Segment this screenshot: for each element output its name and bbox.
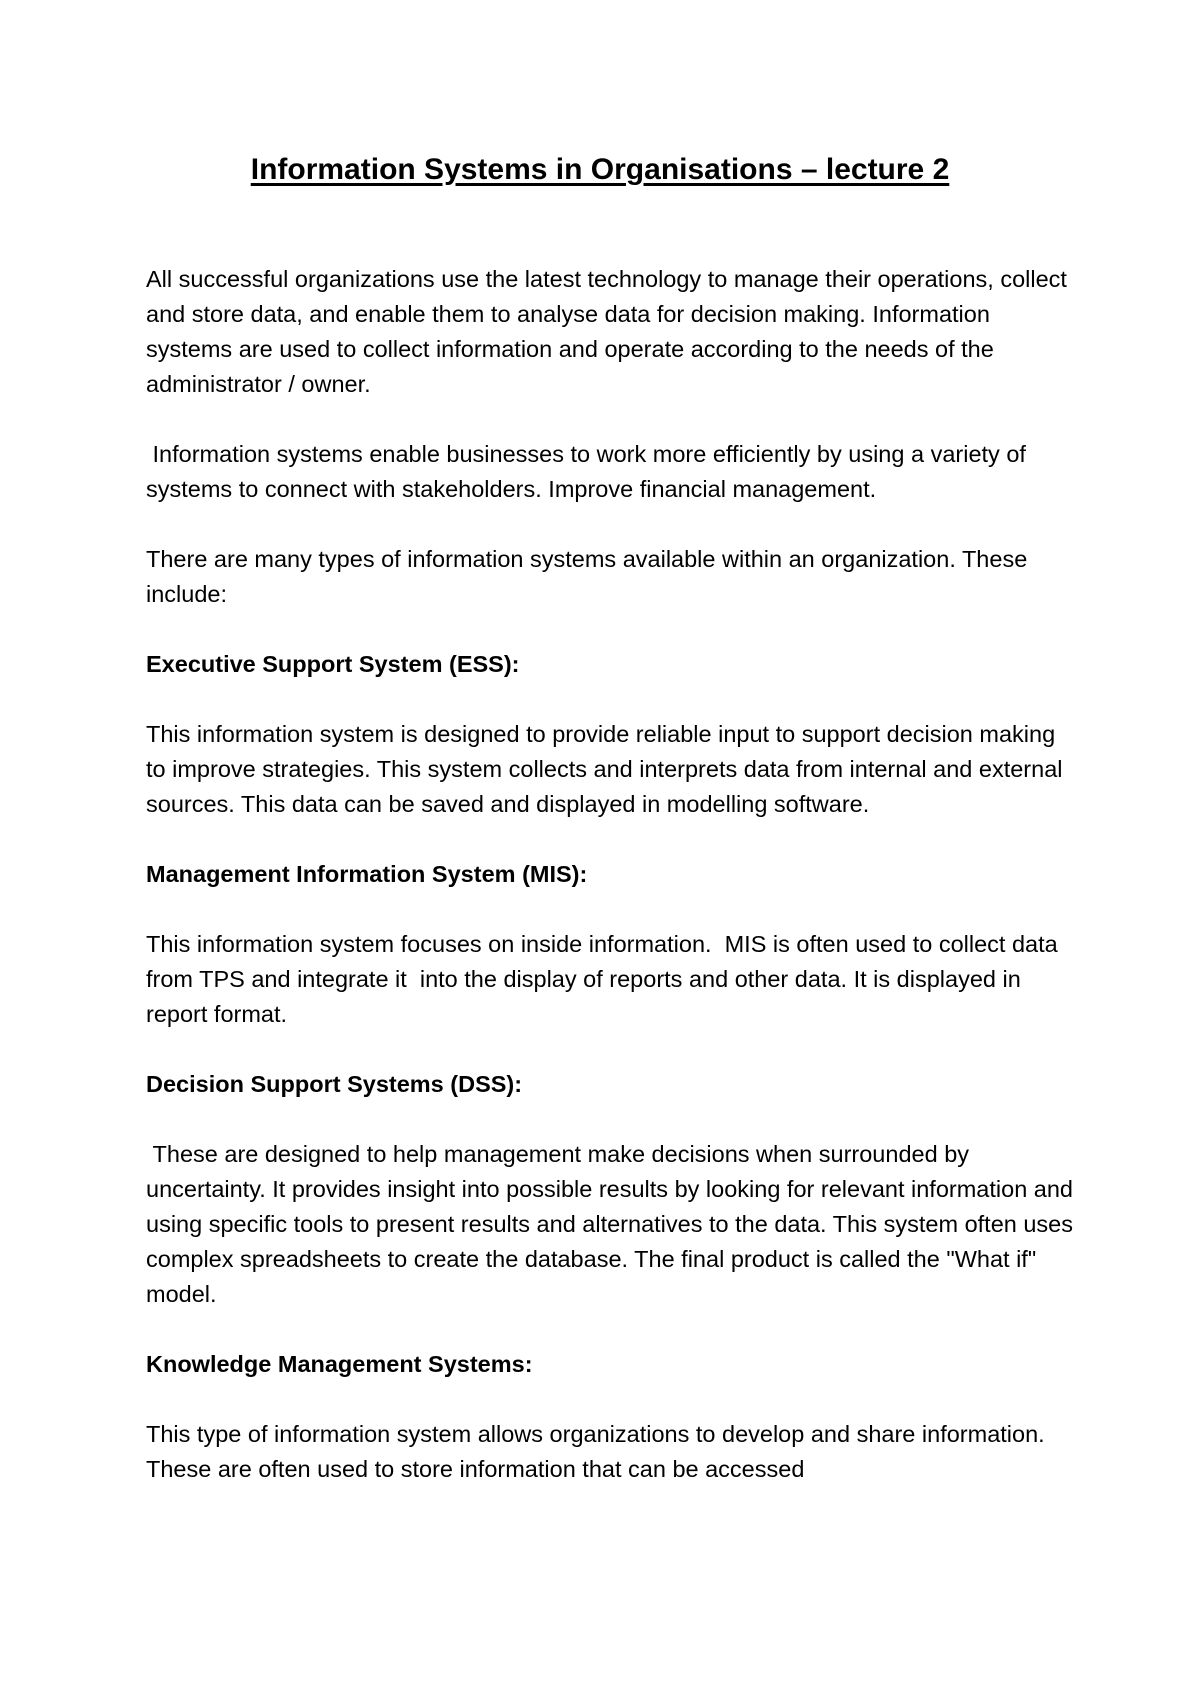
section-body-mis: This information system focuses on inside information. MIS is often used to collect data from TPS and integrate it into the display of reports and other data. It is displayed in report format. [146, 931, 1065, 1027]
section-body-ess: This information system is designed to provide reliable input to support decision making to improve strategies. This system collects and interprets data from internal and external sources. This data can be saved and displayed in modelling software. [146, 721, 1063, 817]
section-body-dss: These are designed to help management make decisions when surrounded by uncertainty. It provides insight into possible results by looking for relevant information and using specific tools to present results and alternatives to the data. This system often uses complex spreadsheets to create the database. The final product is called the "What if" model. [146, 1141, 1080, 1307]
section-heading-kms: Knowledge Management Systems: [146, 1351, 533, 1377]
section-heading-dss: Decision Support Systems (DSS): [146, 1071, 523, 1097]
section-body-kms: This type of information system allows organizations to develop and share information. These are often used to store information that can be accessed [146, 1421, 1045, 1482]
document-body [146, 262, 1080, 1487]
page-title: Information Systems in Organisations – lecture 2 [250, 153, 950, 186]
intro-paragraph: All successful organizations use the latest technology to manage their operations, collect and store data, and enable them to analyse data for decision making. Information systems are used to collect information and operate according to the needs of the administrator / owner. [146, 266, 1067, 397]
efficiency-paragraph: Information systems enable businesses to work more efficiently by using a variety of systems to connect with stakeholders. Improve financial management. [146, 441, 1033, 502]
section-heading-ess: Executive Support System (ESS): [146, 651, 520, 677]
types-paragraph: There are many types of information systems available within an organization. These include: [146, 546, 1028, 607]
section-heading-mis: Management Information System (MIS): [146, 861, 588, 887]
